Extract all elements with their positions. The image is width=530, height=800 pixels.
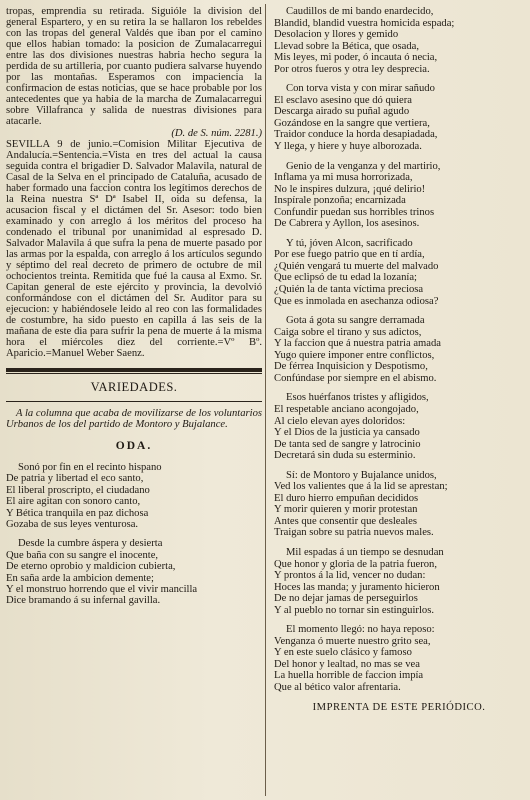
verse-line: De patria y libertad el eco santo, bbox=[6, 473, 144, 485]
verse-line: No le inspires dulzura, ¡qué delirio! bbox=[274, 183, 426, 195]
verse-line: ¿Quién vengará tu muerte del malvado bbox=[274, 260, 439, 272]
verse-line: Decretará sin duda su esterminio. bbox=[274, 450, 416, 462]
verse-line: Y morir quieren y morir protestan bbox=[274, 504, 418, 516]
news-text: tropas, emprendia su retirada. Siguióle la division del general Espartero, y en su retira la se hallaron los rebeldes con las tropas del general Valdés que iban por el camino que ellos habian tomado: la posicion de Zumalacarregui entre las dos divisiones nuestras habria hecho segura la perdida de su artilleria, por cuanto pudiera salvarse huyendo por las montañas. Esperamos con impaciencia la confirmacion de estas noticias, que se hace probable por los antecedentes que ya habia de la marcha de Zumalacarregui sobre Villafranca y salida de nuestras divisiones para atacarle. bbox=[6, 6, 262, 128]
verse-line: Por ese fuego patrio que en tí ardía, bbox=[274, 249, 425, 261]
verse-line: Inspírale ponzoña; encarnizada bbox=[274, 195, 406, 207]
verse-line: Inflama ya mi musa horrorizada, bbox=[274, 172, 413, 184]
verse-line: Del honor y lealtad, no mas se vea bbox=[274, 658, 420, 670]
stanza bbox=[274, 161, 524, 230]
news-paragraph-retreat bbox=[6, 6, 262, 139]
verse-line: Sí: de Montoro y Bujalance unidos, bbox=[286, 469, 437, 481]
stanza bbox=[6, 538, 262, 606]
right-stanzas bbox=[274, 6, 524, 694]
stanza bbox=[274, 6, 524, 75]
verse-line: Llevad sobre la Bética, que osada, bbox=[274, 40, 420, 52]
verse-line: Y al pueblo no tornar sin estinguirlos. bbox=[274, 604, 434, 616]
verse-line: Traidor conduce la horda desapiadada, bbox=[274, 129, 438, 141]
verse-line: Que es inmolada en asechanza odiosa? bbox=[274, 295, 439, 307]
verse-line: Caiga sobre el tirano y sus adictos, bbox=[274, 326, 422, 338]
stanza bbox=[274, 315, 524, 384]
verse-line: Venganza ó muerte nuestro grito sea, bbox=[274, 635, 431, 647]
verse-line: Dice bramando á su infernal gavilla. bbox=[6, 595, 161, 607]
verse-line: Antes que consentir que desleales bbox=[274, 515, 417, 527]
section-title-rule bbox=[6, 401, 262, 402]
verse-line: Confundir puedan sus horribles trinos bbox=[274, 206, 435, 218]
verse-line: En saña arde la ambicion demente; bbox=[6, 572, 154, 584]
verse-line: De férrea Inquisicion y Despotismo, bbox=[274, 361, 428, 373]
stanza bbox=[274, 83, 524, 152]
verse-line: Gota á gota su sangre derramada bbox=[286, 315, 425, 327]
verse-line: ¿Quién la de tanta víctima preciosa bbox=[274, 284, 424, 296]
verse-line: Y prontos á la lid, vencer no dudan: bbox=[274, 570, 426, 582]
verse-line: Por otros fueros y otra ley desprecia. bbox=[274, 63, 430, 75]
verse-line: Hoces las manda; y juramento hicieron bbox=[274, 581, 440, 593]
stanza bbox=[274, 547, 524, 616]
verse-line: Que honor y gloria de la patria fueron, bbox=[274, 558, 437, 570]
left-column bbox=[6, 6, 262, 615]
verse-line: De Cabrera y Ayllon, los asesinos. bbox=[274, 218, 420, 230]
verse-line: Mis leyes, mi poder, ó incauta ó necia, bbox=[274, 52, 438, 64]
news-paragraph-sentence: SEVILLA 9 de junio.=Comision Militar Ejecutiva de Andalucía.=Sentencia.=Vista en tres del actual la causa seguida contra el brigadier D. Salvador Malavila, natural de Casal de la Selva en el principado de Cataluña, acusado de haber formado una faccion contra los legítimos derechos de la Reina nuestra Sª Dª Isabel II, oida su defensa, la acusacion fiscal y el dictámen del Sr. Asesor: todo bien examinado y con arreglo á los méritos del proceso ha condenado el tribunal por unanimidad al espresado D. Salvador Malavila á que sufra la pena de muerte pasado por las armas por la espalda, con arreglo á los artículos segundo y séptimo del real decreto de primero de octubre de mil ochocientos treinta. Remitida que fué la causa al Exmo. Sr. Capitan general de este ejército y provincia, la devolvió conformándose con el dictámen del Sr. Auditor para su ejecucion: y habiéndosele leido al reo con las formalidades de costumbre, ha sido puesto en capilla á las seis de la mañana de este dia para sufrir la pena de muerte á la misma hora el miércoles diez del corriente.=Vº Bº. Aparicio.=Manuel Weber Saenz. bbox=[6, 138, 262, 360]
verse-line: La huella horrible de faccion impía bbox=[274, 670, 424, 682]
verse-line: Sonó por fin en el recinto hispano bbox=[18, 461, 162, 473]
verse-line: Mil espadas á un tiempo se desnudan bbox=[286, 546, 444, 558]
column-divider bbox=[265, 4, 266, 796]
verse-line: Que eclipsó de tu edad la lozanía; bbox=[274, 272, 417, 284]
source-reference: (D. de S. núm. 2281.) bbox=[171, 127, 262, 139]
stanza bbox=[6, 462, 262, 530]
verse-line: Y la faccion que á nuestra patria amada bbox=[274, 338, 441, 350]
verse-line: Gozaba de sus leyes venturosa. bbox=[6, 518, 139, 530]
verse-line: De eterno oprobio y maldicion cubierta, bbox=[6, 561, 176, 573]
verse-line: Traigan sobre su patria nuevos males. bbox=[274, 527, 434, 539]
verse-line: Desolacion y llores y gemido bbox=[274, 29, 399, 41]
verse-line: Al cielo elevan ayes doloridos: bbox=[274, 415, 406, 427]
verse-line: El aire agitan con sonoro canto, bbox=[6, 496, 141, 508]
stanza bbox=[274, 470, 524, 539]
verse-line: El duro hierro empuñan decididos bbox=[274, 492, 419, 504]
verse-line: El momento llegó: no haya reposo: bbox=[286, 624, 435, 636]
verse-line: Y Bética tranquila en paz dichosa bbox=[6, 507, 149, 519]
verse-line: Caudillos de mi bando enardecido, bbox=[286, 6, 434, 17]
verse-line: Que baña con su sangre el inocente, bbox=[6, 549, 159, 561]
verse-line: Que al bético valor afrentaria. bbox=[274, 681, 401, 693]
verse-line: Confúndase por siempre en el abismo. bbox=[274, 372, 437, 384]
verse-line: Yugo quiere imponer entre conflictos, bbox=[274, 349, 435, 361]
ode-title: ODA. bbox=[115, 439, 153, 452]
verse-line: De no dejar jamas de perseguirlos bbox=[274, 593, 418, 605]
printer-imprint: IMPRENTA DE ESTE PERIÓDICO. bbox=[312, 701, 486, 713]
ode-dedication: A la columna que acaba de movilizarse de los voluntarios Urbanos de los del partido de Montoro y Bujalance. bbox=[6, 407, 262, 430]
section-rule-thin bbox=[6, 373, 262, 374]
verse-line: Blandid, blandid vuestra homicida espada; bbox=[274, 17, 455, 29]
verse-line: Gozándose en la sangre que vertiera, bbox=[274, 117, 430, 129]
verse-line: Y el monstruo horrendo que el vivir mancilla bbox=[6, 583, 198, 595]
verse-line: Y llega, y hiere y huye alborozada. bbox=[274, 141, 422, 153]
stanza bbox=[274, 392, 524, 461]
verse-line: El esclavo asesino que dó quiera bbox=[274, 94, 412, 106]
section-title: VARIEDADES. bbox=[90, 379, 178, 394]
stanza bbox=[274, 624, 524, 693]
verse-line: El respetable anciano acongojado, bbox=[274, 403, 419, 415]
stanza bbox=[274, 238, 524, 307]
verse-line: Y en este suelo clásico y famoso bbox=[274, 647, 412, 659]
verse-line: Desde la cumbre áspera y desierta bbox=[18, 538, 163, 550]
verse-line: De tanta sed de sangre y latrocinio bbox=[274, 438, 421, 450]
verse-line: Con torva vista y con mirar sañudo bbox=[286, 83, 435, 95]
verse-line: Genio de la venganza y del martirio, bbox=[286, 160, 441, 172]
verse-line: Descarga airado su puñal agudo bbox=[274, 106, 410, 118]
left-stanzas bbox=[6, 462, 262, 607]
section-rule-thick bbox=[6, 368, 262, 372]
verse-line: Y el Dios de la justicia ya cansado bbox=[274, 427, 420, 439]
right-column bbox=[274, 6, 524, 713]
verse-line: El liberal proscripto, el ciudadano bbox=[6, 484, 150, 496]
verse-line: Ved los valientes que á la lid se aprestan; bbox=[274, 481, 448, 493]
verse-line: Y tú, jóven Alcon, sacrificado bbox=[286, 237, 413, 249]
verse-line: Esos huérfanos tristes y afligidos, bbox=[286, 392, 429, 404]
